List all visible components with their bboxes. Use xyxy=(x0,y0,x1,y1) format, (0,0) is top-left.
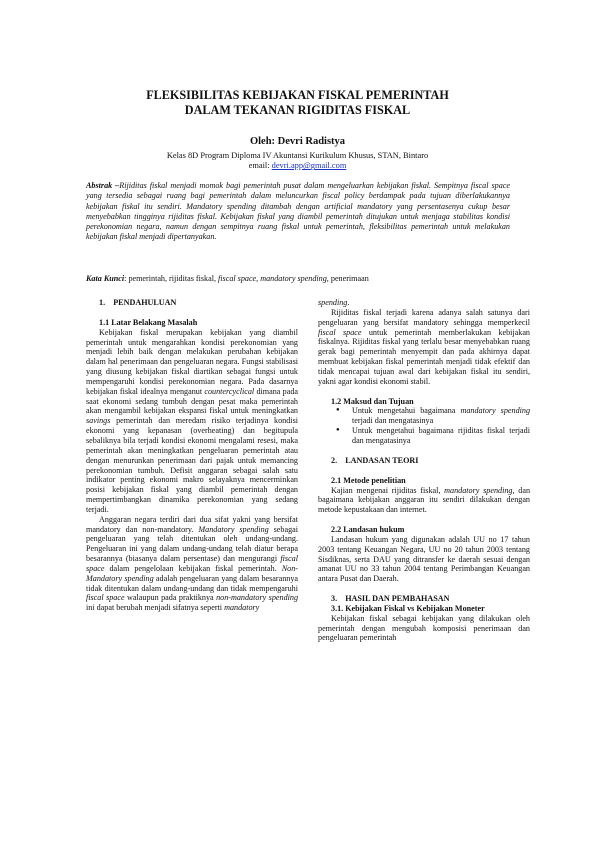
paragraph-2: Anggaran negara terdiri dari dua sifat yakni yang bersifat mandatory dan non-mandatory. Mandatory spending sebagai pengeluaran yang telah ditentukan oleh undang-undang. Pengeluaran ini yang dalam undang-undang telah diatur berapa besarannya (biasanya dalam persentase) dan mengurangi fiscal space dalam pengelolaan kebijakan fiskal pemerintah. Non-Mandatory spending adalah pengeluaran yang dalam besarannya tidak ditentukan dalam undang-undang dan tidak mempengaruhi fiscal space walaupun pada praktiknya non-mandatory spending ini dapat berubah menjadi sifatnya seperti mandatory xyxy=(86,514,299,613)
list-item: ● Untuk mengetahui bagaimana mandatory spending terjadi dan mengatasinya xyxy=(338,406,530,426)
abstract-text: Rijiditas fiskal menjadi momok bagi pemerintah pusat dalam mengeluarkan kebijakan fiskal. Sempitnya fiscal space yang tersedia sebagai ruang bagi pemerintah dalam meluncurkan fiscal policy berdampak pada tujuan diberlakukannya kebijakan fiskal itu sendiri. Mandatory spending ditambah dengan artificial mandatory yang persentasenya cukup besar menyebabkan tingginya rijiditas fiskal. Kebijakan fiskal yang diambil pemerintah ditujukan untuk menjaga stabilitas kondisi perekonomian negara, namun dengan sempitnya ruang fiskal untuk pemerintah, fleksibilitas pemerintah untuk melakukan kebijakan fiskal menjadi dipertanyakan. xyxy=(86,181,510,242)
subsection-heading-3-1: 3.1. Kebijakan Fiskal vs Kebijakan Moneter xyxy=(331,603,485,613)
keywords: Kata Kunci: pemerintah, rijiditas fiskal, fiscal space, mandatory spending, penerimaan xyxy=(86,274,369,283)
email-link[interactable]: devri.app@gmail.com xyxy=(271,161,347,171)
paragraph-4: Kajian mengenai rijiditas fiskal, mandatory spending, dan bagaimana kebijakan anggaran itu sendiri dilakukan dengan metode kepustakaan dan internet. xyxy=(318,485,531,515)
author: Oleh: Devri Radistya xyxy=(249,136,346,147)
right-column xyxy=(318,298,530,643)
email-line xyxy=(0,161,595,171)
subsection-heading-1-2: 1.2 Maksud dan Tujuan xyxy=(331,396,414,406)
affiliation-block xyxy=(0,151,595,171)
keywords-label: Kata Kunci xyxy=(86,274,125,283)
left-column xyxy=(86,298,298,613)
affiliation: Kelas 8D Program Diploma IV Akuntansi Kurikulum Khusus, STAN, Bintaro xyxy=(166,151,429,160)
abstract-label: Abstrak – xyxy=(86,181,120,190)
subsection-heading-2-2: 2.2 Landasan hukum xyxy=(331,525,405,535)
email-label: email: xyxy=(248,161,272,171)
list-item: ● Untuk mengetahui bagaimana rijiditas fiskal terjadi dan mengatasinya xyxy=(338,426,530,446)
paragraph-5: Landasan hukum yang digunakan adalah UU no 17 tahun 2003 tentang Keuangan Negara, UU no 20 tahun 2003 tentang Sisdiknas, serta DAU yang ditransfer ke daerah sesuai dengan amanat UU no 33 tahun 2004 tentang Perimbangan Keuangan antara Pusat dan Daerah. xyxy=(318,534,530,584)
title-line-1: FLEKSIBILITAS KEBIJAKAN FISKAL PEMERINTAH xyxy=(146,88,449,102)
paragraph-1: Kebijakan fiskal merupakan kebijakan yang diambil pemerintah untuk mengarahkan kondisi perekonomian yang menjadi lebih baik dengan melakukan perubahan kebijakan dalam hal penerimaan dan pengeluaran negara. Fungsi stabilisasi yang diusung kebijakan fiskal diartikan sebagai fungsi untuk mempengaruhi kondisi perekonomian negara. Pada dasarnya kebijakan fiskal idealnya menganut countercyclical dimana pada saat ekonomi sedang tumbuh dengan pesat maka pemerintah akan mengambil kebijakan ekspansi fiskal untuk meningkatkan savings pemerintah dan meredam risiko terjadinya kondisi ekonomi yang kepanasan (overheating) dan begitupula sebaliknya bila terjadi kondisi ekonomi mengalami resesi, maka pemerintah akan meningkatkan pengeluaran pemerintah atau dengan menurunkan penerimaan dari pajak untuk memancing perekonomian tumbuh. Defisit anggaran sebagai salah satu indikator penting ekonomi makro selayaknya mencerminkan posisi kebijakan fiskal yang diambil pemerintah dengan mempertimbangkan dinamika perekonomian yang sedang terjadi. xyxy=(86,327,298,514)
title-line-2: DALAM TEKANAN RIGIDITAS FISKAL xyxy=(184,102,411,117)
subsection-heading-2-1: 2.1 Metode penelitian xyxy=(331,475,406,485)
section-heading-2: 2. LANDASAN TEORI xyxy=(331,455,419,465)
paragraph-6: Kebijakan fiskal sebagai kebijakan yang dilakukan oleh pemerintah dengan mengubah komposisi penerimaan dan pengeluaran pemerintah xyxy=(318,613,530,643)
section-heading-1: 1. PENDAHULUAN xyxy=(99,298,177,307)
paragraph-3: Rijiditas fiskal terjadi karena adanya salah satunya dari pengeluaran yang bersifat mandatory sehingga memperkecil fiscal space untuk pemerintah memberlakukan kebijakan fiskalnya. Rijiditas fiskal yang terlalu besar menyebabkan ruang gerak bagi pemerintah menyempit dan pada akhirnya dapat membuat kebijakan fiskal pemerintah menjadi tidak efektif dan tidak mencapai tujuan awal dari kebijakan fiskal itu sendiri, yakni agar kondisi ekonomi stabil. xyxy=(318,307,530,386)
objectives-list xyxy=(318,406,530,445)
abstract xyxy=(86,181,510,243)
continued-text: spending. xyxy=(318,298,350,307)
subsection-heading-1-1: 1.1 Latar Belakang Masalah xyxy=(99,317,198,327)
section-heading-3: 3. HASIL DAN PEMBAHASAN xyxy=(331,594,450,604)
paper-title xyxy=(0,88,595,117)
